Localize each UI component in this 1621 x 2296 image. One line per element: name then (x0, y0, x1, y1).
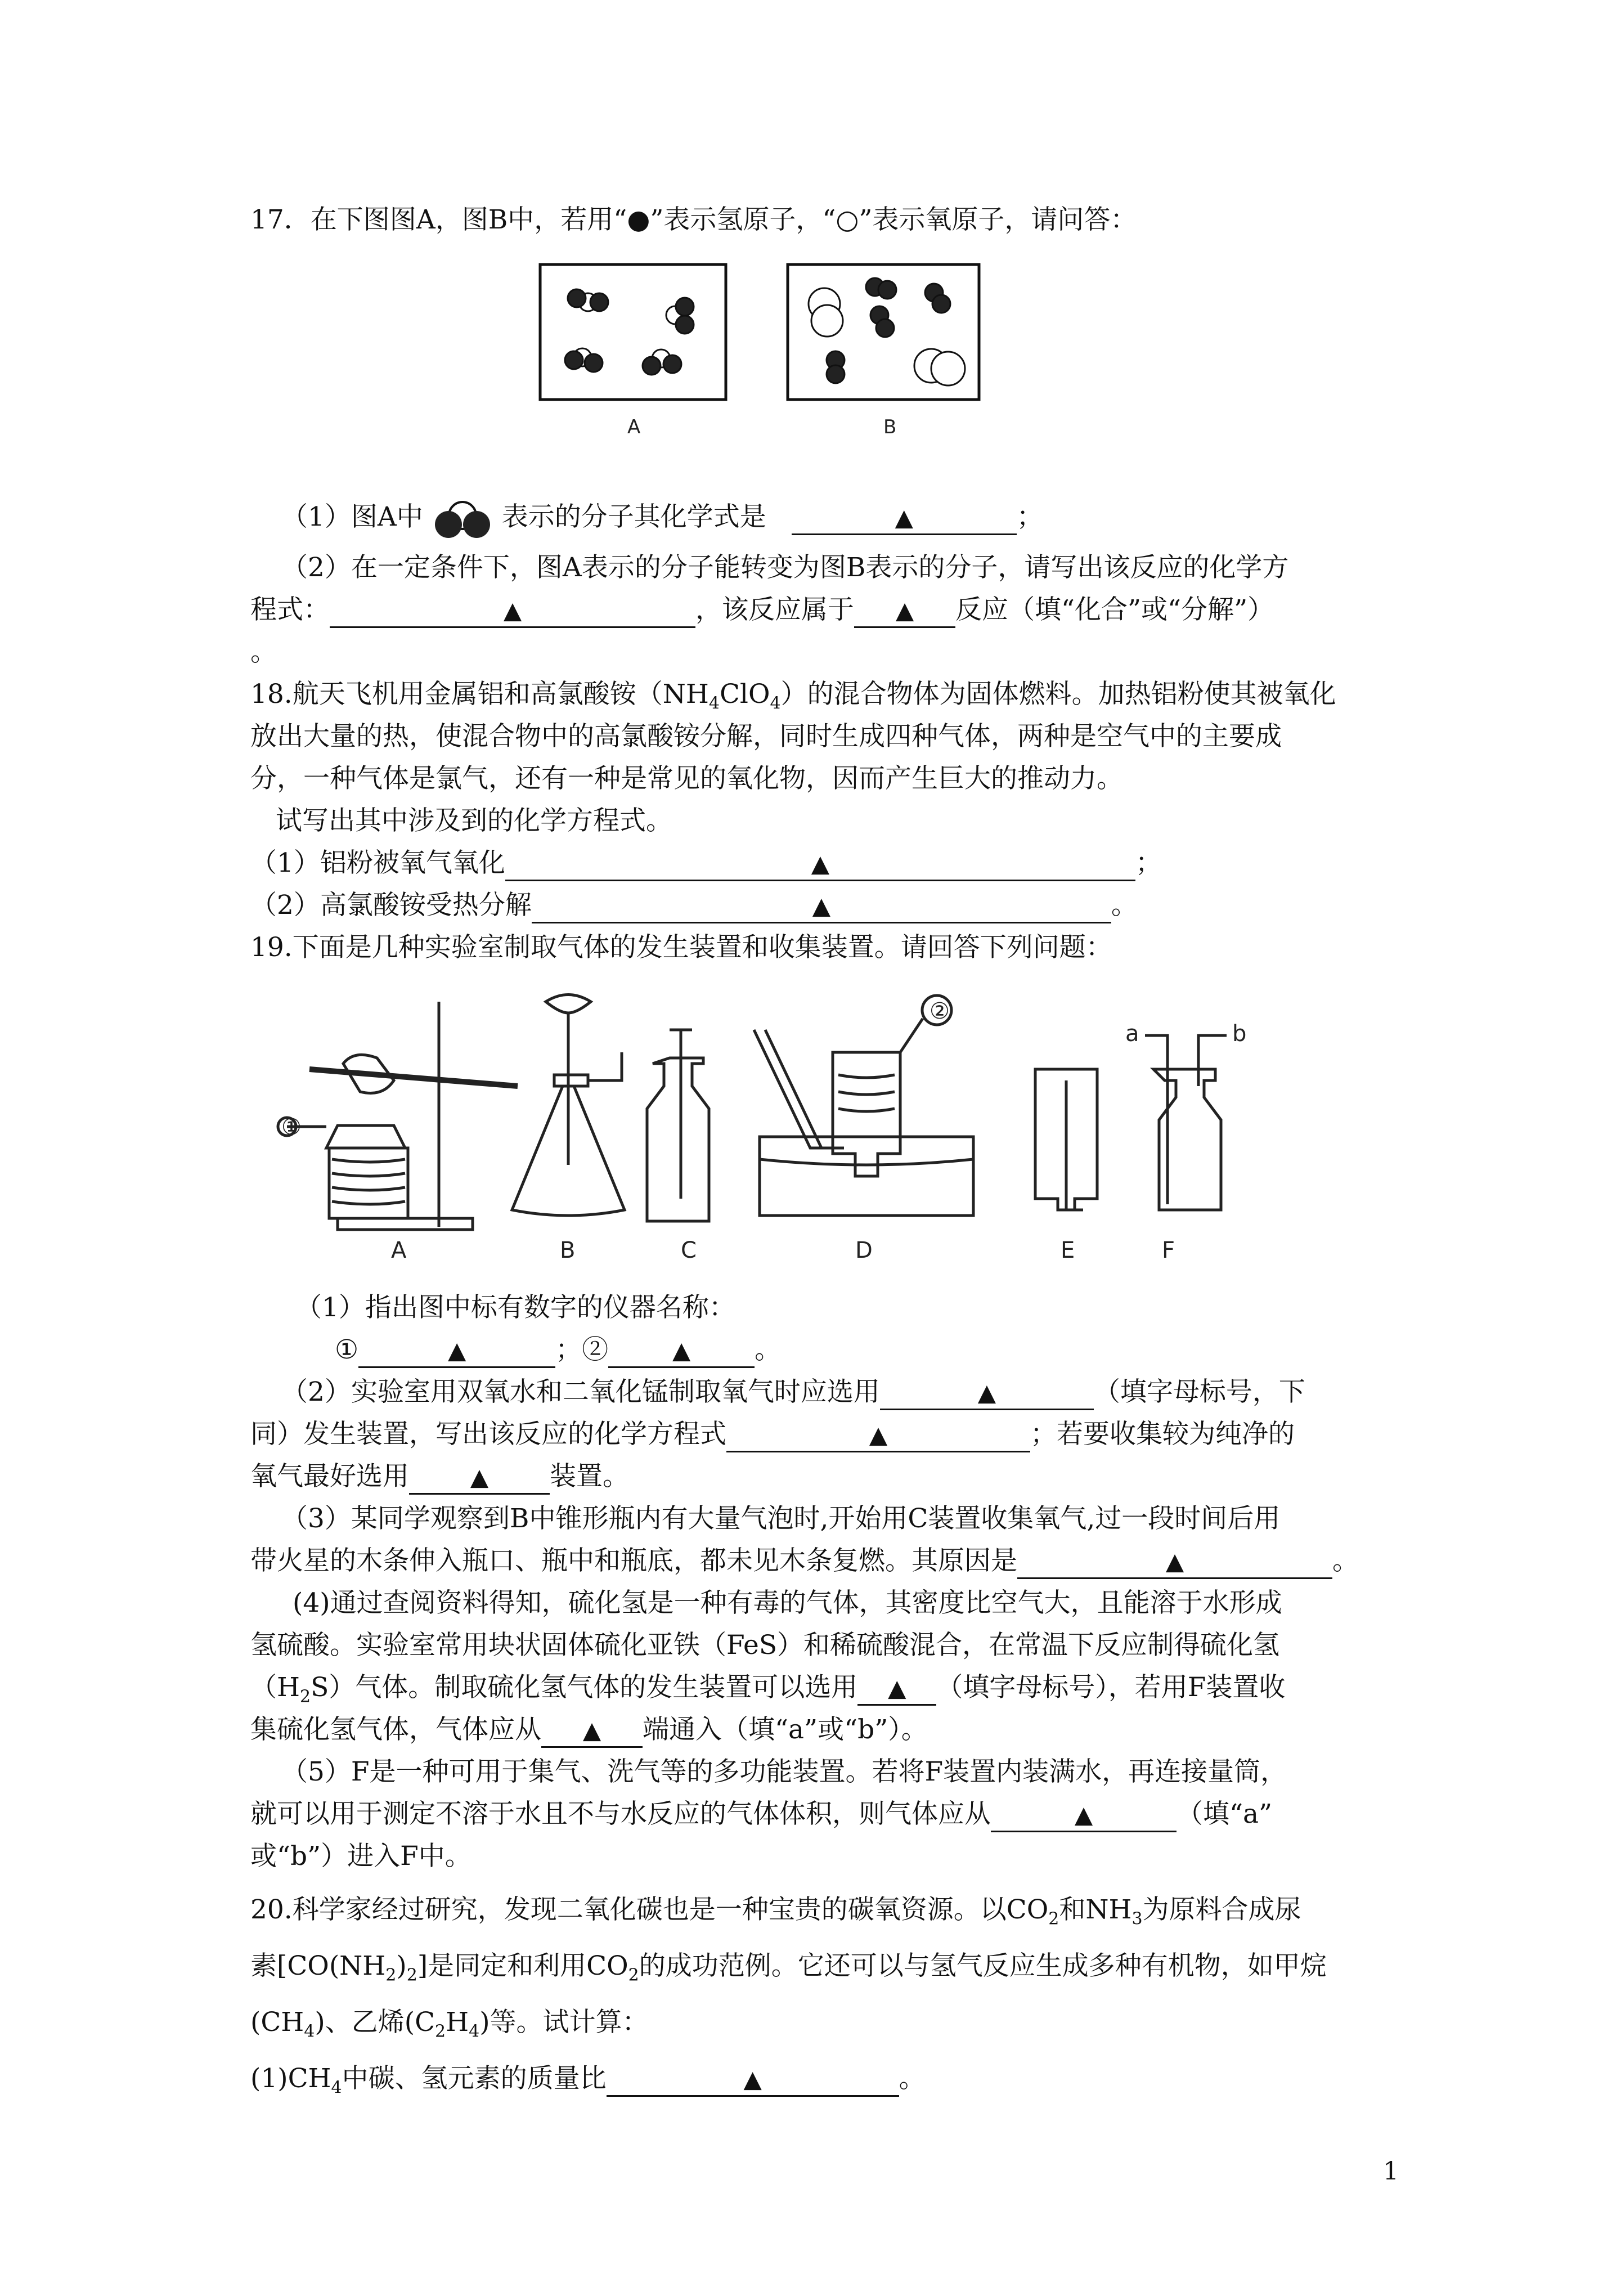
q18-part2: （2）高氯酸铵受热分解 ▲ 。 (250, 884, 1138, 927)
answer-blank[interactable]: ▲ (792, 501, 1017, 535)
answer-blank[interactable]: ▲ (532, 890, 1111, 923)
answer-blank[interactable]: ▲ (607, 2063, 899, 2097)
mark-2-label: ② (930, 998, 950, 1024)
apparatus-label-e: E (1061, 1237, 1075, 1261)
q17-molecule-figures (537, 262, 987, 447)
fig-b-label: B (883, 416, 897, 438)
q19-apparatus-figure (276, 979, 1322, 1261)
apparatus-label-d: D (855, 1237, 873, 1261)
q19-part4-line1: (4)通过查阅资料得知，硫化氢是一种有毒的气体，其密度比空气大，且能溶于水形成 (293, 1588, 1282, 1618)
q20-part1: $(1)CH_4$中碳、氢元素的质量比 ▲ 。 (250, 2063, 926, 2098)
q19-part1: （1）指出图中标有数字的仪器名称： (295, 1292, 735, 1323)
answer-blank[interactable]: ▲ (409, 1461, 550, 1495)
q19-intro: 19.下面是几种实验室制取气体的发生装置和收集装置。请回答下列问题： (250, 932, 1112, 963)
fig-a-label: A (627, 416, 641, 438)
answer-blank[interactable]: ▲ (854, 594, 955, 628)
apparatus-label-a: A (391, 1237, 407, 1261)
answer-blank[interactable]: ▲ (330, 594, 695, 628)
answer-blank[interactable]: ▲ (1017, 1545, 1332, 1579)
q20-line1: 20.科学家经过研究，发现二氧化碳也是一种宝贵的碳氧资源。以$CO_2$和$NH_3$为原料合成尿 (250, 1894, 1301, 1929)
q19-part3-line1: （3）某同学观察到B中锥形瓶内有大量气泡时,开始用C装置收集氧气,过一段时间后用 (281, 1503, 1281, 1534)
q17-part2-line2: 程式： ▲ ，该反应属于 ▲ 反应（填“化合”或“分解”） (250, 588, 1274, 632)
port-a-label: a (1125, 1021, 1139, 1047)
answer-blank[interactable]: ▲ (541, 1714, 643, 1748)
q19-part5-line3: 或“b”）进入F中。 (250, 1841, 472, 1872)
fig-a-frame (540, 264, 726, 400)
q19-part2-line3: 氧气最好选用 ▲ 装置。 (250, 1455, 629, 1499)
q19-part4-line4: 集硫化氢气体，气体应从 ▲ 端通入（填“a”或“b”）。 (250, 1708, 928, 1752)
q20-line2: 素$[CO(NH_2)_2]$是同定和利用$CO_2$的成功范例。它还可以与氢气反应生成多种有机物，如甲烷 (250, 1950, 1327, 1985)
mark-1-label: ① (281, 1114, 302, 1140)
answer-blank[interactable]: ▲ (726, 1419, 1030, 1452)
q18-line1: 18.航天飞机用金属铝和高氯酸铵$(NH_4ClO_4)$的混合物体为固体燃料。加热铝粉使其被氧化 (250, 679, 1336, 714)
q19-part2-line2: 同）发生装置，写出该反应的化学方程式 ▲ ；若要收集较为纯净的 (250, 1412, 1295, 1456)
q17-part2-line1: （2）在一定条件下，图A表示的分子能转变为图B表示的分子，请写出该反应的化学方 (281, 552, 1289, 583)
answer-blank[interactable]: ▲ (857, 1672, 936, 1706)
answer-blank[interactable]: ▲ (991, 1799, 1177, 1832)
q19-part5-line1: （5）F是一种可用于集气、洗气等的多功能装置。若将F装置内装满水，再连接量筒， (281, 1756, 1287, 1787)
apparatus-label-f: F (1162, 1237, 1175, 1261)
q19-part1-answers: ① ▲ ；② ▲ 。 (335, 1328, 781, 1372)
q17-part2-line3: 。 (250, 636, 277, 667)
q18-line4: 试写出其中涉及到的化学方程式。 (276, 805, 672, 836)
q20-line3: $(CH_4)$、乙烯$(C_2H_4)$等。试计算： (250, 2007, 649, 2042)
q19-part4-line3: $(H_2S)$气体。制取硫化氢气体的发生装置可以选用 ▲ （填字母标号），若用F装置收 (250, 1672, 1286, 1707)
page-number: 1 (1383, 2157, 1399, 2186)
q18-line2: 放出大量的热，使混合物中的高氯酸铵分解，同时生成四种气体，两种是空气中的主要成 (250, 721, 1282, 752)
q19-part2-line1: （2）实验室用双氧水和二氧化锰制取氧气时应选用 ▲ （填字母标号，下 (281, 1370, 1305, 1414)
water-molecule-icon (432, 496, 493, 541)
q18-line3: 分，一种气体是氯气，还有一种是常见的氧化物，因而产生巨大的推动力。 (250, 763, 1123, 794)
q17-part1: （1）图A中 表示的分子其化学式是 ▲ ； (281, 495, 1043, 541)
apparatus-label-c: C (681, 1237, 697, 1261)
q19-part3-line2: 带火星的木条伸入瓶口、瓶中和瓶底，都未见木条复燃。其原因是 ▲ 。 (250, 1539, 1359, 1583)
q18-part1: （1）铝粉被氧气氧化 ▲ ； (250, 841, 1162, 885)
answer-blank[interactable]: ▲ (880, 1376, 1094, 1410)
answer-blank[interactable]: ▲ (358, 1334, 555, 1368)
q17-intro: 17．在下图图A，图B中，若用“●”表示氢原子，“○”表示氧原子，请问答： (250, 204, 1137, 235)
port-b-label: b (1232, 1021, 1247, 1047)
q19-part4-line2: 氢硫酸。实验室常用块状固体硫化亚铁（FeS）和稀硫酸混合，在常温下反应制得硫化氢 (250, 1630, 1280, 1661)
apparatus-label-b: B (560, 1237, 576, 1261)
answer-blank[interactable]: ▲ (505, 847, 1135, 881)
q19-part5-line2: 就可以用于测定不溶于水且不与水反应的气体体积，则气体应从 ▲ （填“a” (250, 1792, 1272, 1836)
answer-blank[interactable]: ▲ (608, 1334, 755, 1368)
